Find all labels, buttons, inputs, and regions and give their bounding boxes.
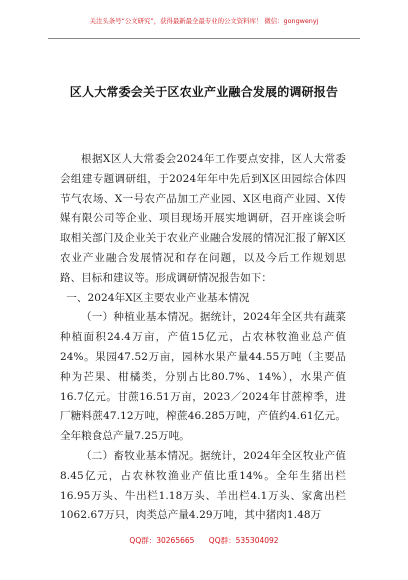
section-heading: 一、2024年X区主要农业产业基本情况 bbox=[66, 291, 250, 304]
qq-group-2: QQ群：535304092 bbox=[208, 536, 279, 545]
planting-paragraph: （一）种植业基本情况。据统计，2024年全区共有蔬菜种植面积24.4万亩，产值15亿元，占农林牧渔业总产值24%。果园47.52万亩，园林水果产量44.55万吨（主要品种为芒果、柑橘类，分别占比80.7%、14%），水果产值16.7亿元。甘蔗16.51万亩，2023／2024年甘蔗榨季，进厂糖料蔗47.12万吨，榨蔗46.285万吨，产值约4.61亿元。全年粮食总产量7.25万吨。 bbox=[60, 311, 346, 443]
livestock-paragraph: （二）畜牧业基本情况。据统计，2024年全区牧业产值8.45亿元，占农林牧渔业产值比重14%。全年生猪出栏16.95万头、牛出栏1.18万头、羊出栏4.1万头、家禽出栏1062.67万只，肉类总产量4.29万吨，其中猪肉1.48万 bbox=[60, 449, 346, 522]
header-banner: 关注头条号“公文研究”，获得最新最全最专业的公文资料库！ 微信：gongwenyj bbox=[89, 17, 319, 25]
qq-group-1: QQ群：30265665 bbox=[129, 536, 195, 545]
document-title: 区人大常委会关于区农业产业融合发展的调研报告 bbox=[69, 85, 339, 99]
document-body bbox=[60, 150, 346, 526]
header-divider bbox=[48, 38, 360, 39]
intro-paragraph: 根据X区人大常委会2024年工作要点安排，区人大常委会组建专题调研组，于2024年年中先后到X区田园综合体四节气农场、X一号农产品加工产业园、X区电商产业园、X传媒有限公司等企业、项目现场开展实地调研，召开座谈会听取相关部门及企业关于农业产业融合发展的情况汇报了解X区农业产业融合发展情况和存在问题，以及今后工作规划思路、目标和建议等。形成调研情况报告如下： bbox=[60, 153, 346, 284]
footer-contact bbox=[0, 535, 408, 546]
